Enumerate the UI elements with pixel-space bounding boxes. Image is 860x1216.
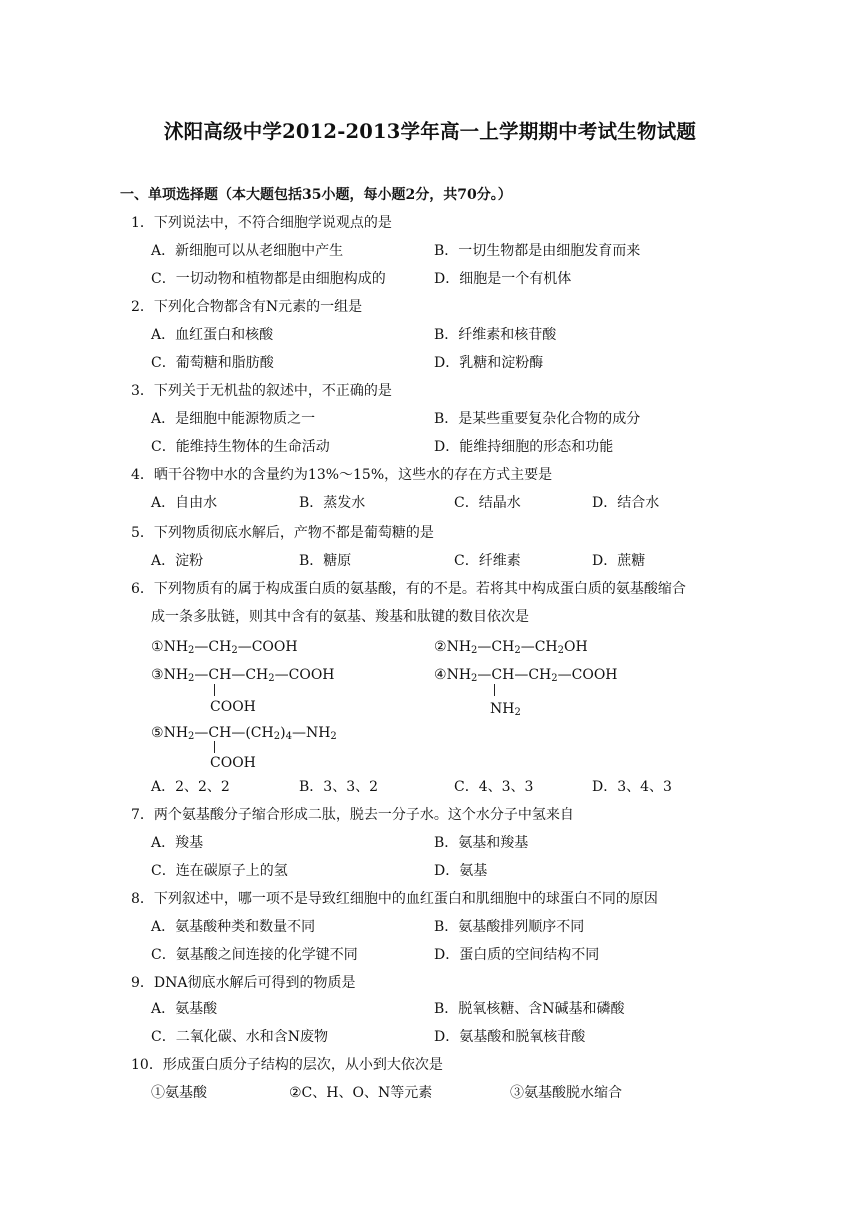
q4-option-a: A．自由水 xyxy=(151,495,218,511)
q7-option-b: B．氨基和羧基 xyxy=(434,835,529,851)
q6-option-d: D．3、4、3 xyxy=(592,779,672,795)
q1-option-a: A．新细胞可以从老细胞中产生 xyxy=(151,243,344,259)
q3-option-d: D．能维持细胞的形态和功能 xyxy=(434,439,614,455)
q1-option-c: C．一切动物和植物都是由细胞构成的 xyxy=(151,271,386,287)
q5-option-c: C．纤维素 xyxy=(454,553,521,569)
q8-option-c: C．氨基酸之间连接的化学键不同 xyxy=(151,947,358,963)
q8-option-b: B．氨基酸排列顺序不同 xyxy=(434,919,585,935)
question-10-stem: 10．形成蛋白质分子结构的层次，从小到大依次是 xyxy=(131,1057,443,1073)
q8-option-d: D．蛋白质的空间结构不同 xyxy=(434,947,600,963)
q4-option-b: B．蒸发水 xyxy=(299,495,366,511)
formula-1: $①NH_2—CH_2—COOH$ xyxy=(151,639,298,656)
question-2-stem: 2．下列化合物都含有N元素的一组是 xyxy=(131,299,363,315)
q1-option-d: D．细胞是一个有机体 xyxy=(434,271,572,287)
question-4-stem: 4．晒干谷物中水的含量约为13%～15%，这些水的存在方式主要是 xyxy=(131,467,553,483)
q2-option-b: B．纤维素和核苷酸 xyxy=(434,327,557,343)
q6-option-a: A．2、2、2 xyxy=(151,779,230,795)
q9-option-a: A．氨基酸 xyxy=(151,1001,218,1017)
formula-4: $④NH_2—CH—CH_2—COOH$ xyxy=(434,667,618,684)
formula-3-branch: COOH xyxy=(210,699,256,715)
q2-option-c: C．葡萄糖和脂肪酸 xyxy=(151,355,274,371)
q7-option-d: D．氨基 xyxy=(434,863,488,879)
q2-option-d: D．乳糖和淀粉酶 xyxy=(434,355,544,371)
q7-option-a: A．羧基 xyxy=(151,835,204,851)
q8-option-a: A．氨基酸种类和数量不同 xyxy=(151,919,316,935)
formula-3: $③NH_2—CH—CH_2—COOH$ xyxy=(151,667,335,684)
bond-line xyxy=(214,684,215,696)
q7-option-c: C．连在碳原子上的氢 xyxy=(151,863,288,879)
question-3-stem: 3．下列关于无机盐的叙述中，不正确的是 xyxy=(131,383,392,399)
q9-option-d: D．氨基酸和脱氧核苷酸 xyxy=(434,1029,586,1045)
q9-option-b: B．脱氧核糖、含N碱基和磷酸 xyxy=(434,1001,625,1017)
q4-option-d: D．结合水 xyxy=(592,495,660,511)
question-5-stem: 5．下列物质彻底水解后，产物不都是葡萄糖的是 xyxy=(131,525,434,541)
q3-option-b: B．是某些重要复杂化合物的成分 xyxy=(434,411,641,427)
q4-option-c: C．结晶水 xyxy=(454,495,521,511)
question-9-stem: 9．DNA彻底水解后可得到的物质是 xyxy=(131,975,356,991)
question-8-stem: 8．下列叙述中，哪一项不是导致红细胞中的血红蛋白和肌细胞中的球蛋白不同的原因 xyxy=(131,891,658,907)
q10-item-1: ①氨基酸 xyxy=(151,1085,207,1101)
q5-option-b: B．糖原 xyxy=(299,553,352,569)
q5-option-a: A．淀粉 xyxy=(151,553,204,569)
question-6-stem-line2: 成一条多肽链，则其中含有的氨基、羧基和肽键的数目依次是 xyxy=(151,609,529,625)
q5-option-d: D．蔗糖 xyxy=(592,553,646,569)
q10-item-3: ③氨基酸脱水缩合 xyxy=(510,1085,622,1101)
q1-option-b: B．一切生物都是由细胞发育而来 xyxy=(434,243,641,259)
formula-5-branch: COOH xyxy=(210,755,256,771)
q3-option-a: A．是细胞中能源物质之一 xyxy=(151,411,316,427)
q6-option-c: C．4、3、3 xyxy=(454,779,534,795)
section-heading: 一、单项选择题（本大题包括35小题，每小题2分，共70分。） xyxy=(120,187,512,203)
question-7-stem: 7．两个氨基酸分子缩合形成二肽，脱去一分子水。这个水分子中氢来自 xyxy=(131,807,574,823)
q6-option-b: B．3、3、2 xyxy=(299,779,379,795)
formula-2: $②NH_2—CH_2—CH_2OH$ xyxy=(434,639,588,656)
question-1-stem: 1．下列说法中，不符合细胞学说观点的是 xyxy=(131,215,392,231)
q3-option-c: C．能维持生物体的生命活动 xyxy=(151,439,330,455)
q9-option-c: C．二氧化碳、水和含N废物 xyxy=(151,1029,328,1045)
page-title: 沭阳高级中学2012-2013学年高一上学期期中考试生物试题 xyxy=(163,120,697,143)
formula-5: $⑤NH_2—CH—(CH_2)_4—NH_2$ xyxy=(151,725,337,742)
q2-option-a: A．血红蛋白和核酸 xyxy=(151,327,274,343)
formula-4-branch: $NH_2$ xyxy=(490,701,521,718)
bond-line xyxy=(214,741,215,753)
bond-line xyxy=(494,684,495,696)
q10-item-2: ②C、H、O、N等元素 xyxy=(289,1085,433,1101)
question-6-stem-line1: 6．下列物质有的属于构成蛋白质的氨基酸，有的不是。若将其中构成蛋白质的氨基酸缩合 xyxy=(131,581,686,597)
